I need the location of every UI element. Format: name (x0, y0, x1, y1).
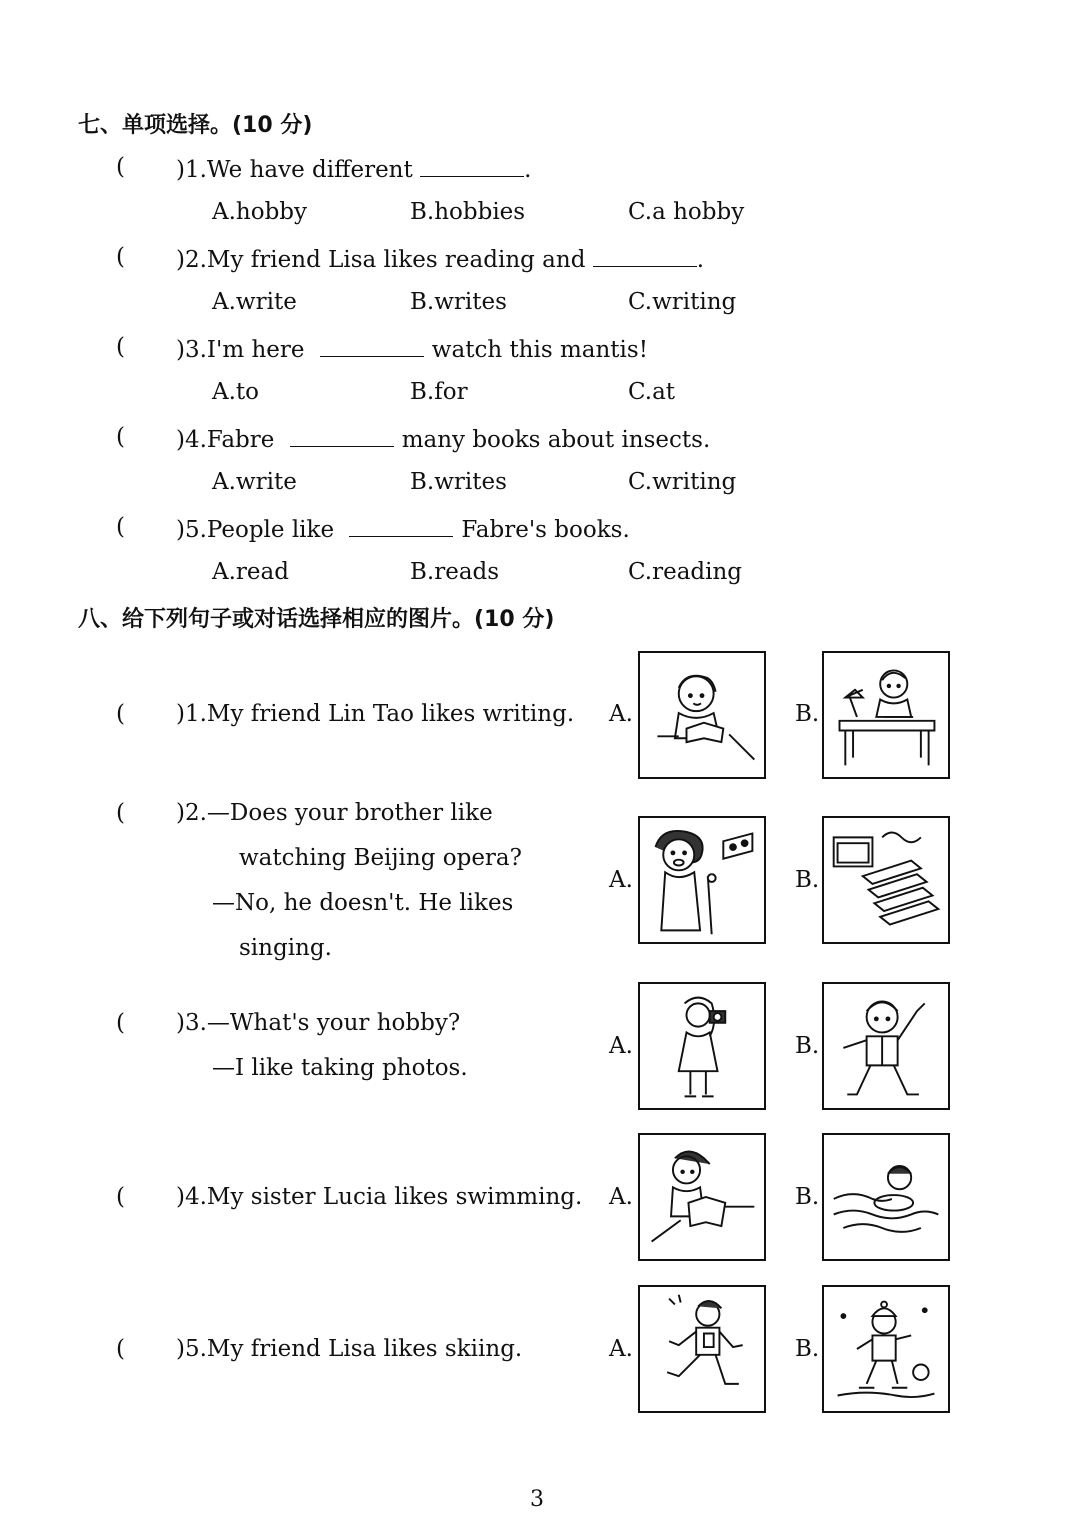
girl-reading-book-icon (638, 1133, 766, 1261)
question-text-before: People like (206, 517, 335, 543)
question-text-after: many books about insects. (401, 427, 711, 453)
page-number: 3 (530, 1487, 544, 1512)
boy-doing-kungfu-icon (822, 982, 950, 1110)
question-7-4 (176, 424, 710, 453)
question-text-after: Fabre's books. (461, 517, 630, 543)
answer-blank (290, 424, 394, 447)
section-8-heading: 八、给下列句子或对话选择相应的图片。(10 分) (78, 607, 555, 632)
question-text-before: Fabre (206, 427, 275, 453)
question-8-4-line: )4.My sister Lucia likes swimming. (176, 1184, 583, 1210)
picture-label-a: A. (609, 867, 633, 893)
option-b: B.writes (410, 469, 507, 495)
question-7-3 (176, 334, 648, 363)
option-c: C.writing (628, 469, 737, 495)
question-8-2-line: —No, he doesn't. He likes (212, 890, 514, 916)
option-a: A.write (212, 289, 297, 315)
theatre-stage-seats-icon (822, 816, 950, 944)
answer-blank (420, 154, 524, 177)
question-text-after: . (696, 247, 705, 273)
question-7-1 (176, 154, 531, 183)
option-c: C.a hobby (628, 199, 745, 225)
option-a: A.read (212, 559, 289, 585)
option-c: C.reading (628, 559, 743, 585)
question-8-5-line: )5.My friend Lisa likes skiing. (176, 1336, 523, 1362)
picture-label-a: A. (609, 701, 633, 727)
answer-blank (349, 514, 453, 537)
question-text-before: I'm here (206, 337, 305, 363)
boy-singing-microphone-icon (638, 816, 766, 944)
question-text-after: watch this mantis! (431, 337, 648, 363)
question-8-3-line: —I like taking photos. (212, 1055, 468, 1081)
option-c: C.at (628, 379, 676, 405)
question-8-2-line: )2.—Does your brother like (176, 800, 493, 826)
answer-paren: ( (116, 1010, 125, 1036)
boy-writing-at-desk-icon (822, 651, 950, 779)
girl-running-icon (638, 1285, 766, 1413)
option-b: B.writes (410, 289, 507, 315)
answer-paren: ( (116, 424, 125, 450)
question-8-1-line: )1.My friend Lin Tao likes writing. (176, 701, 575, 727)
girl-with-camera-icon (638, 982, 766, 1110)
picture-label-b: B. (795, 701, 820, 727)
child-skating-snow-icon (822, 1285, 950, 1413)
question-number: )3. (176, 337, 207, 363)
question-7-5 (176, 514, 630, 543)
option-c: C.writing (628, 289, 737, 315)
option-a: A.hobby (212, 199, 308, 225)
picture-label-b: B. (795, 1336, 820, 1362)
question-8-2-line: singing. (239, 935, 332, 961)
picture-label-a: A. (609, 1184, 633, 1210)
boy-reading-icon (638, 651, 766, 779)
answer-paren: ( (116, 701, 125, 727)
question-text-before: My friend Lisa likes reading and (206, 247, 586, 273)
option-a: A.to (212, 379, 260, 405)
answer-paren: ( (116, 244, 125, 270)
answer-paren: ( (116, 154, 125, 180)
answer-paren: ( (116, 514, 125, 540)
question-number: )4. (176, 427, 207, 453)
girl-swimming-icon (822, 1133, 950, 1261)
question-text-after: . (524, 157, 532, 183)
option-a: A.write (212, 469, 297, 495)
answer-paren: ( (116, 334, 125, 360)
picture-label-a: A. (609, 1033, 633, 1059)
picture-label-b: B. (795, 1184, 820, 1210)
question-7-2 (176, 244, 704, 273)
picture-label-a: A. (609, 1336, 633, 1362)
question-8-2-line: watching Beijing opera? (239, 845, 522, 871)
option-b: B.reads (410, 559, 500, 585)
picture-label-b: B. (795, 867, 820, 893)
question-number: )5. (176, 517, 207, 543)
answer-blank (320, 334, 424, 357)
question-8-3-line: )3.—What's your hobby? (176, 1010, 461, 1036)
option-b: B.hobbies (410, 199, 526, 225)
answer-paren: ( (116, 1336, 125, 1362)
question-text-before: We have different (206, 157, 413, 183)
answer-paren: ( (116, 1184, 125, 1210)
section-7-heading: 七、单项选择。(10 分) (78, 113, 313, 138)
picture-label-b: B. (795, 1033, 820, 1059)
option-b: B.for (410, 379, 468, 405)
question-number: )2. (176, 247, 207, 273)
question-number: )1. (176, 157, 207, 183)
answer-blank (593, 244, 697, 267)
answer-paren: ( (116, 800, 125, 826)
